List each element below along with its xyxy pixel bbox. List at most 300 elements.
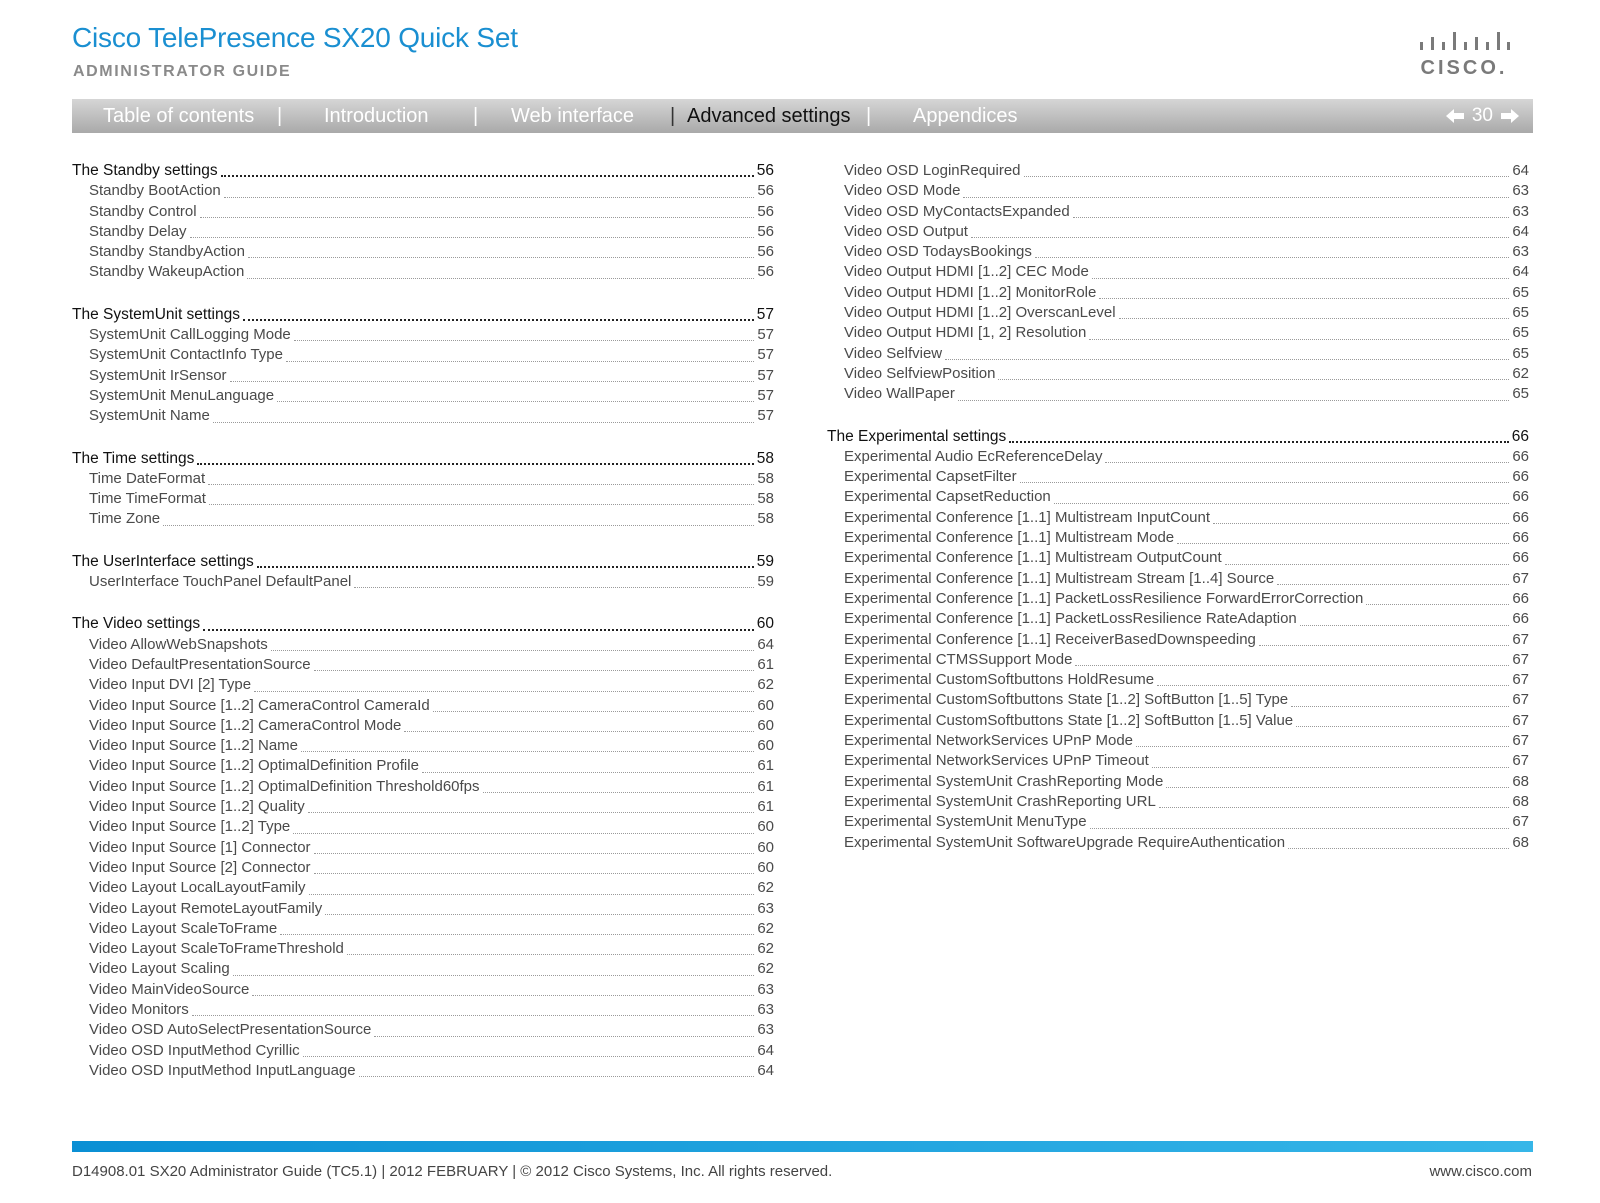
toc-entry-label: Video Output HDMI [1, 2] Resolution	[844, 324, 1087, 342]
toc-entry[interactable]	[72, 182, 774, 202]
dot-leader	[359, 1075, 755, 1077]
toc-right-column	[827, 162, 1529, 876]
toc-entry-label: Video OSD MyContactsExpanded	[844, 202, 1070, 220]
dot-leader	[1157, 684, 1509, 686]
toc-entry-label: Video Layout ScaleToFrameThreshold	[89, 940, 344, 958]
toc-entry[interactable]	[72, 859, 774, 879]
toc-left-column	[72, 162, 774, 1104]
toc-entry-label: Experimental CapsetReduction	[844, 488, 1051, 506]
toc-entry-page-number: 65	[1512, 324, 1529, 342]
toc-entry[interactable]	[72, 940, 774, 960]
toc-entry-page-number: 67	[1512, 732, 1529, 750]
footer-text: D14908.01 SX20 Administrator Guide (TC5.1) | 2012 FEBRUARY | © 2012 Cisco Systems, Inc. All rights reserved.	[72, 1163, 833, 1180]
dot-leader	[483, 791, 755, 793]
dot-leader	[224, 196, 755, 198]
dot-leader	[248, 256, 754, 258]
toc-entry-label: Experimental CustomSoftbuttons HoldResume	[844, 671, 1155, 689]
cisco-logo	[1416, 32, 1512, 82]
dot-leader	[433, 710, 755, 712]
dot-leader	[1277, 583, 1509, 585]
dot-leader	[190, 236, 755, 238]
dot-leader	[309, 893, 755, 895]
toc-entry[interactable]	[72, 900, 774, 920]
toc-entry[interactable]	[827, 610, 1529, 630]
toc-entry-page-number: 61	[757, 655, 774, 673]
toc-section	[827, 162, 1529, 406]
toc-heading[interactable]	[827, 428, 1529, 448]
toc-heading-label: The SystemUnit settings	[72, 305, 240, 323]
toc-entry-label: Video Input Source [2] Connector	[89, 858, 311, 876]
toc-entry-label: Standby StandbyAction	[89, 243, 245, 261]
nav-table-of-contents[interactable]: Table of contents	[103, 105, 255, 127]
toc-entry[interactable]	[827, 243, 1529, 263]
toc-entry-page-number: 62	[757, 960, 774, 978]
toc-entry[interactable]	[72, 326, 774, 346]
toc-entry-label: Video Selfview	[844, 344, 943, 362]
toc-entry[interactable]	[827, 488, 1529, 508]
toc-entry-label: Video Input Source [1..2] Type	[89, 818, 291, 836]
toc-entry-page-number: 68	[1512, 833, 1529, 851]
toc-entry[interactable]	[827, 385, 1529, 405]
nav-separator: |	[670, 105, 676, 127]
toc-entry[interactable]	[72, 490, 774, 510]
toc-entry[interactable]	[827, 752, 1529, 772]
toc-entry-label: Video Output HDMI [1..2] OverscanLevel	[844, 304, 1116, 322]
dot-leader	[1213, 522, 1509, 524]
toc-entry-page-number: 66	[1512, 447, 1529, 465]
toc-entry-page-number: 57	[757, 407, 774, 425]
toc-entry[interactable]	[72, 676, 774, 696]
toc-heading-label: The Time settings	[72, 449, 195, 467]
toc-entry-page-number: 64	[1512, 162, 1529, 179]
toc-entry[interactable]	[827, 793, 1529, 813]
toc-entry-label: Standby Delay	[89, 222, 187, 240]
toc-entry-page-number: 63	[1512, 202, 1529, 220]
toc-entry[interactable]	[827, 834, 1529, 854]
dot-leader	[1009, 440, 1509, 443]
toc-entry-label: Experimental Conference [1..1] PacketLossResilience ForwardErrorCorrection	[844, 589, 1364, 607]
arrow-right-icon[interactable]	[1501, 109, 1519, 123]
toc-entry[interactable]	[827, 773, 1529, 793]
toc-entry-page-number: 57	[757, 386, 774, 404]
dot-leader	[374, 1035, 754, 1037]
toc-entry-page-number: 66	[1512, 488, 1529, 506]
dot-leader	[1177, 542, 1509, 544]
dot-leader	[208, 483, 754, 485]
toc-entry[interactable]	[827, 590, 1529, 610]
toc-heading-page-number: 66	[1511, 427, 1529, 445]
toc-entry-page-number: 62	[1512, 364, 1529, 382]
toc-entry[interactable]	[72, 717, 774, 737]
toc-entry-label: Standby WakeupAction	[89, 263, 245, 281]
toc-entry-label: Video Input Source [1..2] CameraControl CameraId	[89, 696, 430, 714]
dot-leader	[1092, 277, 1509, 279]
dot-leader	[314, 669, 755, 671]
toc-entry[interactable]	[827, 162, 1529, 182]
toc-entry[interactable]	[827, 203, 1529, 223]
toc-entry-label: Video Input Source [1..2] CameraControl Mode	[89, 716, 402, 734]
dot-leader	[945, 358, 1509, 360]
toc-entry-label: SystemUnit Name	[89, 407, 210, 425]
toc-entry-page-number: 56	[757, 222, 774, 240]
toc-section	[72, 553, 774, 594]
toc-entry[interactable]	[827, 284, 1529, 304]
toc-entry-label: Standby BootAction	[89, 182, 221, 200]
toc-entry[interactable]	[827, 631, 1529, 651]
dot-leader	[254, 690, 754, 692]
toc-entry-page-number: 57	[757, 346, 774, 364]
toc-entry-label: Video Layout Scaling	[89, 960, 230, 978]
arrow-left-icon[interactable]	[1446, 109, 1464, 123]
toc-section	[72, 162, 774, 284]
toc-entry-label: SystemUnit CallLogging Mode	[89, 326, 291, 344]
toc-entry[interactable]	[827, 549, 1529, 569]
toc-entry-page-number: 61	[757, 798, 774, 816]
toc-entry[interactable]	[72, 1042, 774, 1062]
toc-entry-page-number: 63	[757, 1000, 774, 1018]
toc-entry[interactable]	[72, 1062, 774, 1082]
toc-entry[interactable]	[827, 529, 1529, 549]
toc-entry-label: Video Output HDMI [1..2] CEC Mode	[844, 263, 1089, 281]
section-navbar	[72, 99, 1533, 133]
toc-entry-page-number: 56	[757, 182, 774, 200]
toc-entry-page-number: 63	[757, 1021, 774, 1039]
toc-entry[interactable]	[827, 324, 1529, 344]
toc-heading-page-number: 56	[756, 162, 774, 179]
toc-entry-page-number: 63	[1512, 243, 1529, 261]
dot-leader	[422, 771, 754, 773]
dot-leader	[1035, 256, 1509, 258]
toc-entry[interactable]	[72, 1001, 774, 1021]
toc-entry[interactable]	[72, 636, 774, 656]
toc-entry-label: Time TimeFormat	[89, 490, 206, 508]
toc-entry[interactable]	[72, 981, 774, 1001]
toc-entry-page-number: 66	[1512, 589, 1529, 607]
toc-entry[interactable]	[72, 960, 774, 980]
toc-entry[interactable]	[72, 407, 774, 427]
toc-entry-label: Experimental Conference [1..1] PacketLossResilience RateAdaption	[844, 610, 1297, 628]
toc-entry-page-number: 60	[757, 838, 774, 856]
toc-entry-page-number: 67	[1512, 711, 1529, 729]
dot-leader	[203, 628, 754, 631]
toc-entry[interactable]	[827, 732, 1529, 752]
toc-section	[72, 306, 774, 428]
toc-entry-page-number: 64	[757, 1061, 774, 1079]
toc-entry-label: Experimental Conference [1..1] Multistream InputCount	[844, 508, 1211, 526]
toc-entry-label: Experimental NetworkServices UPnP Timeout	[844, 752, 1149, 770]
toc-entry-label: Video Input Source [1] Connector	[89, 838, 311, 856]
dot-leader	[257, 565, 754, 568]
dot-leader	[1166, 786, 1509, 788]
toc-entry-page-number: 65	[1512, 304, 1529, 322]
nav-appendices[interactable]: Appendices	[913, 105, 1018, 127]
toc-entry[interactable]	[72, 697, 774, 717]
toc-entry[interactable]	[72, 367, 774, 387]
toc-entry-page-number: 67	[1512, 569, 1529, 587]
toc-entry-page-number: 66	[1512, 468, 1529, 486]
toc-entry-label: Video OSD Output	[844, 222, 968, 240]
toc-entry-page-number: 60	[757, 716, 774, 734]
toc-entry-label: SystemUnit ContactInfo Type	[89, 346, 283, 364]
dot-leader	[998, 378, 1509, 380]
dot-leader	[293, 832, 754, 834]
toc-heading[interactable]	[72, 162, 774, 182]
toc-entry-label: Experimental SystemUnit SoftwareUpgrade RequireAuthentication	[844, 833, 1286, 851]
toc-entry-label: Time Zone	[89, 510, 161, 528]
page-pager	[1446, 99, 1519, 133]
dot-leader	[277, 400, 754, 402]
dot-leader	[1159, 806, 1510, 808]
toc-entry[interactable]	[72, 656, 774, 676]
toc-entry-label: Video Layout RemoteLayoutFamily	[89, 899, 323, 917]
dot-leader	[1366, 603, 1509, 605]
nav-separator: |	[866, 105, 872, 127]
toc-entry[interactable]	[827, 182, 1529, 202]
toc-entry-page-number: 61	[757, 757, 774, 775]
toc-section	[72, 450, 774, 531]
dot-leader	[1054, 502, 1510, 504]
toc-entry-page-number: 65	[1512, 385, 1529, 403]
dot-leader	[209, 503, 754, 505]
dot-leader	[1020, 481, 1510, 483]
toc-entry[interactable]	[827, 509, 1529, 529]
toc-entry[interactable]	[72, 346, 774, 366]
dot-leader	[1288, 847, 1509, 849]
toc-entry-label: Experimental Conference [1..1] Multistream Stream [1..4] Source	[844, 569, 1275, 587]
toc-entry[interactable]	[827, 223, 1529, 243]
toc-entry-label: Video Input Source [1..2] OptimalDefinition Threshold60fps	[89, 777, 480, 795]
toc-entry-label: Video Input Source [1..2] OptimalDefinition Profile	[89, 757, 419, 775]
dot-leader	[347, 953, 754, 955]
dot-leader	[958, 399, 1509, 401]
toc-entry[interactable]	[72, 920, 774, 940]
dot-leader	[1105, 461, 1509, 463]
toc-entry-page-number: 58	[757, 490, 774, 508]
dot-leader	[1136, 745, 1509, 747]
toc-entry[interactable]	[827, 671, 1529, 691]
toc-entry-page-number: 58	[757, 510, 774, 528]
toc-entry-label: Video OSD AutoSelectPresentationSource	[89, 1021, 372, 1039]
toc-entry[interactable]	[72, 203, 774, 223]
toc-entry-label: Experimental CustomSoftbuttons State [1..2] SoftButton [1..5] Type	[844, 691, 1289, 709]
toc-entry-label: Experimental CustomSoftbuttons State [1..2] SoftButton [1..5] Value	[844, 711, 1294, 729]
toc-entry-page-number: 65	[1512, 344, 1529, 362]
toc-entry-label: Video Layout ScaleToFrame	[89, 919, 278, 937]
toc-entry-page-number: 62	[757, 919, 774, 937]
footer-url[interactable]: www.cisco.com	[1429, 1163, 1532, 1180]
dot-leader	[971, 236, 1509, 238]
toc-entry-label: Video Monitors	[89, 1000, 189, 1018]
toc-entry-page-number: 66	[1512, 610, 1529, 628]
toc-entry[interactable]	[827, 468, 1529, 488]
toc-entry[interactable]	[72, 798, 774, 818]
toc-entry-page-number: 62	[757, 940, 774, 958]
toc-entry[interactable]	[72, 263, 774, 283]
toc-entry-page-number: 59	[757, 573, 774, 591]
toc-entry-page-number: 64	[757, 1041, 774, 1059]
cisco-bridge-icon	[1416, 32, 1512, 54]
toc-entry-label: SystemUnit MenuLanguage	[89, 386, 275, 404]
toc-entry[interactable]	[72, 737, 774, 757]
toc-heading[interactable]	[72, 306, 774, 326]
toc-entry-label: Time DateFormat	[89, 469, 206, 487]
toc-entry[interactable]	[72, 757, 774, 777]
dot-leader	[1073, 216, 1510, 218]
toc-entry-label: Video OSD Mode	[844, 182, 961, 200]
dot-leader	[301, 750, 754, 752]
toc-entry-page-number: 67	[1512, 752, 1529, 770]
toc-entry-page-number: 63	[757, 980, 774, 998]
dot-leader	[1090, 827, 1510, 829]
nav-separator: |	[277, 105, 283, 127]
toc-entry-page-number: 65	[1512, 283, 1529, 301]
dot-leader	[163, 524, 754, 526]
dot-leader	[1291, 705, 1509, 707]
dot-leader	[1300, 624, 1510, 626]
dot-leader	[1296, 725, 1509, 727]
toc-entry-label: Experimental CapsetFilter	[844, 468, 1017, 486]
dot-leader	[1099, 297, 1509, 299]
dot-leader	[314, 872, 755, 874]
page-title: Cisco TelePresence SX20 Quick Set	[72, 22, 518, 53]
toc-entry-page-number: 58	[757, 469, 774, 487]
dot-leader	[252, 994, 754, 996]
dot-leader	[192, 1014, 755, 1016]
toc-entry-page-number: 56	[757, 263, 774, 281]
dot-leader	[1259, 644, 1509, 646]
toc-entry-page-number: 60	[757, 696, 774, 714]
dot-leader	[233, 974, 755, 976]
dot-leader	[243, 318, 754, 321]
toc-entry[interactable]	[72, 387, 774, 407]
toc-entry-page-number: 68	[1512, 772, 1529, 790]
toc-entry[interactable]	[827, 304, 1529, 324]
dot-leader	[1225, 563, 1510, 565]
toc-entry-page-number: 64	[1512, 263, 1529, 281]
toc-entry[interactable]	[72, 470, 774, 490]
dot-leader	[354, 586, 754, 588]
toc-entry-page-number: 60	[757, 737, 774, 755]
toc-entry-label: Video OSD InputMethod Cyrillic	[89, 1041, 300, 1059]
page-subtitle: ADMINISTRATOR GUIDE	[73, 63, 292, 80]
toc-entry-page-number: 60	[757, 818, 774, 836]
toc-entry[interactable]	[827, 345, 1529, 365]
toc-entry[interactable]	[827, 570, 1529, 590]
toc-heading-page-number: 59	[756, 552, 774, 570]
toc-entry-page-number: 66	[1512, 508, 1529, 526]
dot-leader	[247, 277, 754, 279]
dot-leader	[197, 462, 753, 465]
page-number: 30	[1471, 105, 1493, 126]
toc-entry-page-number: 60	[757, 858, 774, 876]
dot-leader	[294, 339, 755, 341]
toc-entry-label: Experimental CTMSSupport Mode	[844, 650, 1073, 668]
nav-introduction[interactable]: Introduction	[324, 105, 429, 127]
toc-entry[interactable]	[72, 1021, 774, 1041]
toc-entry-label: Experimental Conference [1..1] Multistream Mode	[844, 529, 1175, 547]
dot-leader	[1119, 317, 1510, 319]
dot-leader	[303, 1055, 755, 1057]
toc-entry-label: Experimental NetworkServices UPnP Mode	[844, 732, 1134, 750]
toc-entry[interactable]	[72, 223, 774, 243]
dot-leader	[280, 933, 754, 935]
toc-entry-page-number: 67	[1512, 630, 1529, 648]
toc-entry-page-number: 64	[1512, 222, 1529, 240]
toc-entry[interactable]	[827, 263, 1529, 283]
toc-entry[interactable]	[72, 510, 774, 530]
dot-leader	[230, 380, 755, 382]
toc-entry-label: Video OSD TodaysBookings	[844, 243, 1032, 261]
toc-entry[interactable]	[72, 573, 774, 593]
toc-entry-label: Video Output HDMI [1..2] MonitorRole	[844, 283, 1097, 301]
toc-entry[interactable]	[72, 839, 774, 859]
dot-leader	[1024, 175, 1510, 177]
toc-entry-page-number: 56	[757, 202, 774, 220]
dot-leader	[308, 811, 755, 813]
toc-entry-label: SystemUnit IrSensor	[89, 366, 227, 384]
nav-advanced-settings[interactable]: Advanced settings	[687, 105, 851, 127]
nav-web-interface[interactable]: Web interface	[511, 105, 635, 127]
toc-heading[interactable]	[72, 553, 774, 573]
cisco-logo-text: CISCO.	[1420, 57, 1508, 79]
toc-entry[interactable]	[72, 778, 774, 798]
toc-entry-page-number: 67	[1512, 671, 1529, 689]
toc-entry-label: Experimental SystemUnit CrashReporting Mode	[844, 772, 1164, 790]
toc-heading[interactable]	[72, 450, 774, 470]
toc-entry-label: Video MainVideoSource	[89, 980, 250, 998]
toc-entry[interactable]	[827, 691, 1529, 711]
dot-leader	[221, 174, 754, 177]
toc-entry-page-number: 67	[1512, 691, 1529, 709]
toc-entry-label: Experimental Conference [1..1] ReceiverBasedDownspeeding	[844, 630, 1256, 648]
toc-entry-label: Video OSD InputMethod InputLanguage	[89, 1061, 356, 1079]
toc-heading[interactable]	[72, 615, 774, 635]
dot-leader	[271, 649, 755, 651]
toc-section	[827, 428, 1529, 854]
toc-entry-label: Video OSD LoginRequired	[844, 162, 1021, 179]
toc-heading-label: The Standby settings	[72, 162, 218, 179]
toc-entry-label: UserInterface TouchPanel DefaultPanel	[89, 573, 352, 591]
toc-entry-page-number: 68	[1512, 792, 1529, 810]
toc-heading-page-number: 58	[756, 449, 774, 467]
toc-entry-page-number: 57	[757, 326, 774, 344]
toc-entry[interactable]	[827, 365, 1529, 385]
dot-leader	[213, 421, 754, 423]
toc-entry-page-number: 66	[1512, 549, 1529, 567]
toc-entry[interactable]	[72, 818, 774, 838]
toc-entry-page-number: 62	[757, 879, 774, 897]
toc-entry[interactable]	[827, 712, 1529, 732]
toc-entry-label: Video SelfviewPosition	[844, 364, 996, 382]
toc-entry[interactable]	[827, 448, 1529, 468]
dot-leader	[200, 216, 755, 218]
dot-leader	[404, 730, 754, 732]
toc-entry[interactable]	[72, 879, 774, 899]
dot-leader	[314, 852, 755, 854]
toc-entry-label: Video Input Source [1..2] Quality	[89, 798, 305, 816]
toc-heading-page-number: 60	[756, 615, 774, 633]
toc-entry-page-number: 56	[757, 243, 774, 261]
dot-leader	[1152, 766, 1509, 768]
dot-leader	[325, 913, 754, 915]
dot-leader	[286, 360, 754, 362]
toc-entry-page-number: 62	[757, 676, 774, 694]
toc-entry-label: Experimental SystemUnit MenuType	[844, 813, 1087, 831]
toc-entry[interactable]	[827, 651, 1529, 671]
toc-entry[interactable]	[827, 813, 1529, 833]
toc-entry-page-number: 66	[1512, 529, 1529, 547]
toc-entry[interactable]	[72, 243, 774, 263]
